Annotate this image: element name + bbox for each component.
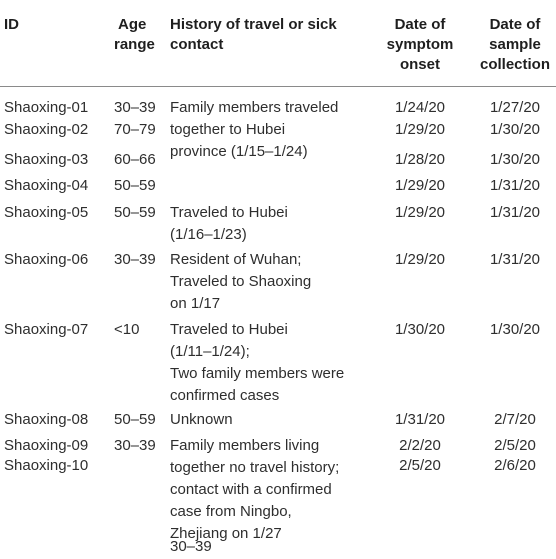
row-07-age: <10 [114, 321, 140, 338]
row-10-collection: 2/6/20 [494, 457, 536, 474]
header-history-line-1: History of travel or sick [170, 16, 337, 33]
row-09-history-5: Zhejiang on 1/27 [170, 525, 282, 542]
row-05-onset: 1/29/20 [394, 204, 446, 221]
row-07-collection: 1/30/20 [489, 321, 541, 338]
header-collection-line-1: Date of [489, 16, 541, 33]
row-03-age: 60–66 [114, 151, 156, 168]
row-03-collection: 1/30/20 [489, 151, 541, 168]
row-06-history-2: Traveled to Shaoxing [170, 273, 312, 290]
row-02-collection: 1/30/20 [489, 121, 541, 138]
row-05-history-1: Traveled to Hubei [170, 204, 288, 221]
row-05-age: 50–59 [114, 204, 156, 221]
row-06-history-1: Resident of Wuhan; [170, 251, 302, 268]
row-06-onset: 1/29/20 [394, 251, 446, 268]
header-onset-line-1: Date of [394, 16, 446, 33]
row-07-history-4: confirmed cases [170, 387, 280, 404]
row-10-id: Shaoxing-10 [4, 457, 89, 474]
row-02-onset: 1/29/20 [394, 121, 446, 138]
row-08-age: 50–59 [114, 411, 156, 428]
row-01-age: 30–39 [114, 99, 156, 116]
row-08-onset: 1/31/20 [394, 411, 446, 428]
row-08-collection: 2/7/20 [494, 411, 536, 428]
row-09-history-2: together no travel history; [170, 459, 340, 476]
row-06-collection: 1/31/20 [489, 251, 541, 268]
header-history-line-2: contact [170, 36, 224, 53]
row-01-collection: 1/27/20 [489, 99, 541, 116]
row-07-id: Shaoxing-07 [4, 321, 89, 338]
header-onset-line-3: onset [399, 56, 440, 73]
header-age-line-1: Age [118, 16, 147, 33]
row-03-id: Shaoxing-03 [4, 151, 89, 168]
row-10-onset: 2/5/20 [399, 457, 441, 474]
row-07-onset: 1/30/20 [394, 321, 446, 338]
row-01-onset: 1/24/20 [394, 99, 446, 116]
row-05-history-2: (1/16–1/23) [170, 226, 247, 243]
row-06-id: Shaoxing-06 [4, 251, 89, 268]
row-08-history-1: Unknown [170, 411, 233, 428]
row-04-onset: 1/29/20 [394, 177, 446, 194]
row-09-history-4: case from Ningbo, [170, 503, 292, 520]
header-collection-line-3: collection [479, 56, 550, 73]
header-collection-line-2: sample [489, 36, 541, 53]
header-id: ID [4, 16, 19, 33]
row-04-age: 50–59 [114, 177, 156, 194]
row-06-age: 30–39 [114, 251, 156, 268]
row-02-age: 70–79 [114, 121, 156, 138]
row-01-history-2: together to Hubei [170, 121, 286, 138]
row-09-collection: 2/5/20 [494, 437, 536, 454]
header-onset-line-2: symptom [386, 36, 454, 53]
row-09-age: 30–39 [114, 437, 156, 454]
row-09-onset: 2/2/20 [399, 437, 441, 454]
row-08-id: Shaoxing-08 [4, 411, 89, 428]
row-09-history-3: contact with a confirmed [170, 481, 332, 498]
row-05-id: Shaoxing-05 [4, 204, 89, 221]
row-02-id: Shaoxing-02 [4, 121, 89, 138]
row-01-history-1: Family members traveled [170, 99, 339, 116]
row-05-collection: 1/31/20 [489, 204, 541, 221]
header-divider [0, 86, 556, 87]
row-03-onset: 1/28/20 [394, 151, 446, 168]
header-age-line-2: range [114, 36, 155, 53]
row-07-history-3: Two family members were [170, 365, 345, 382]
row-09-id: Shaoxing-09 [4, 437, 89, 454]
row-04-collection: 1/31/20 [489, 177, 541, 194]
row-06-history-3: on 1/17 [170, 295, 221, 312]
row-01-history-3: province (1/15–1/24) [170, 143, 308, 160]
row-01-id: Shaoxing-01 [4, 99, 89, 116]
row-07-history-1: Traveled to Hubei [170, 321, 288, 338]
row-07-history-2: (1/11–1/24); [170, 343, 250, 360]
row-09-history-6: 30–39 [170, 538, 212, 555]
row-09-history-1: Family members living [170, 437, 320, 454]
row-04-id: Shaoxing-04 [4, 177, 89, 194]
